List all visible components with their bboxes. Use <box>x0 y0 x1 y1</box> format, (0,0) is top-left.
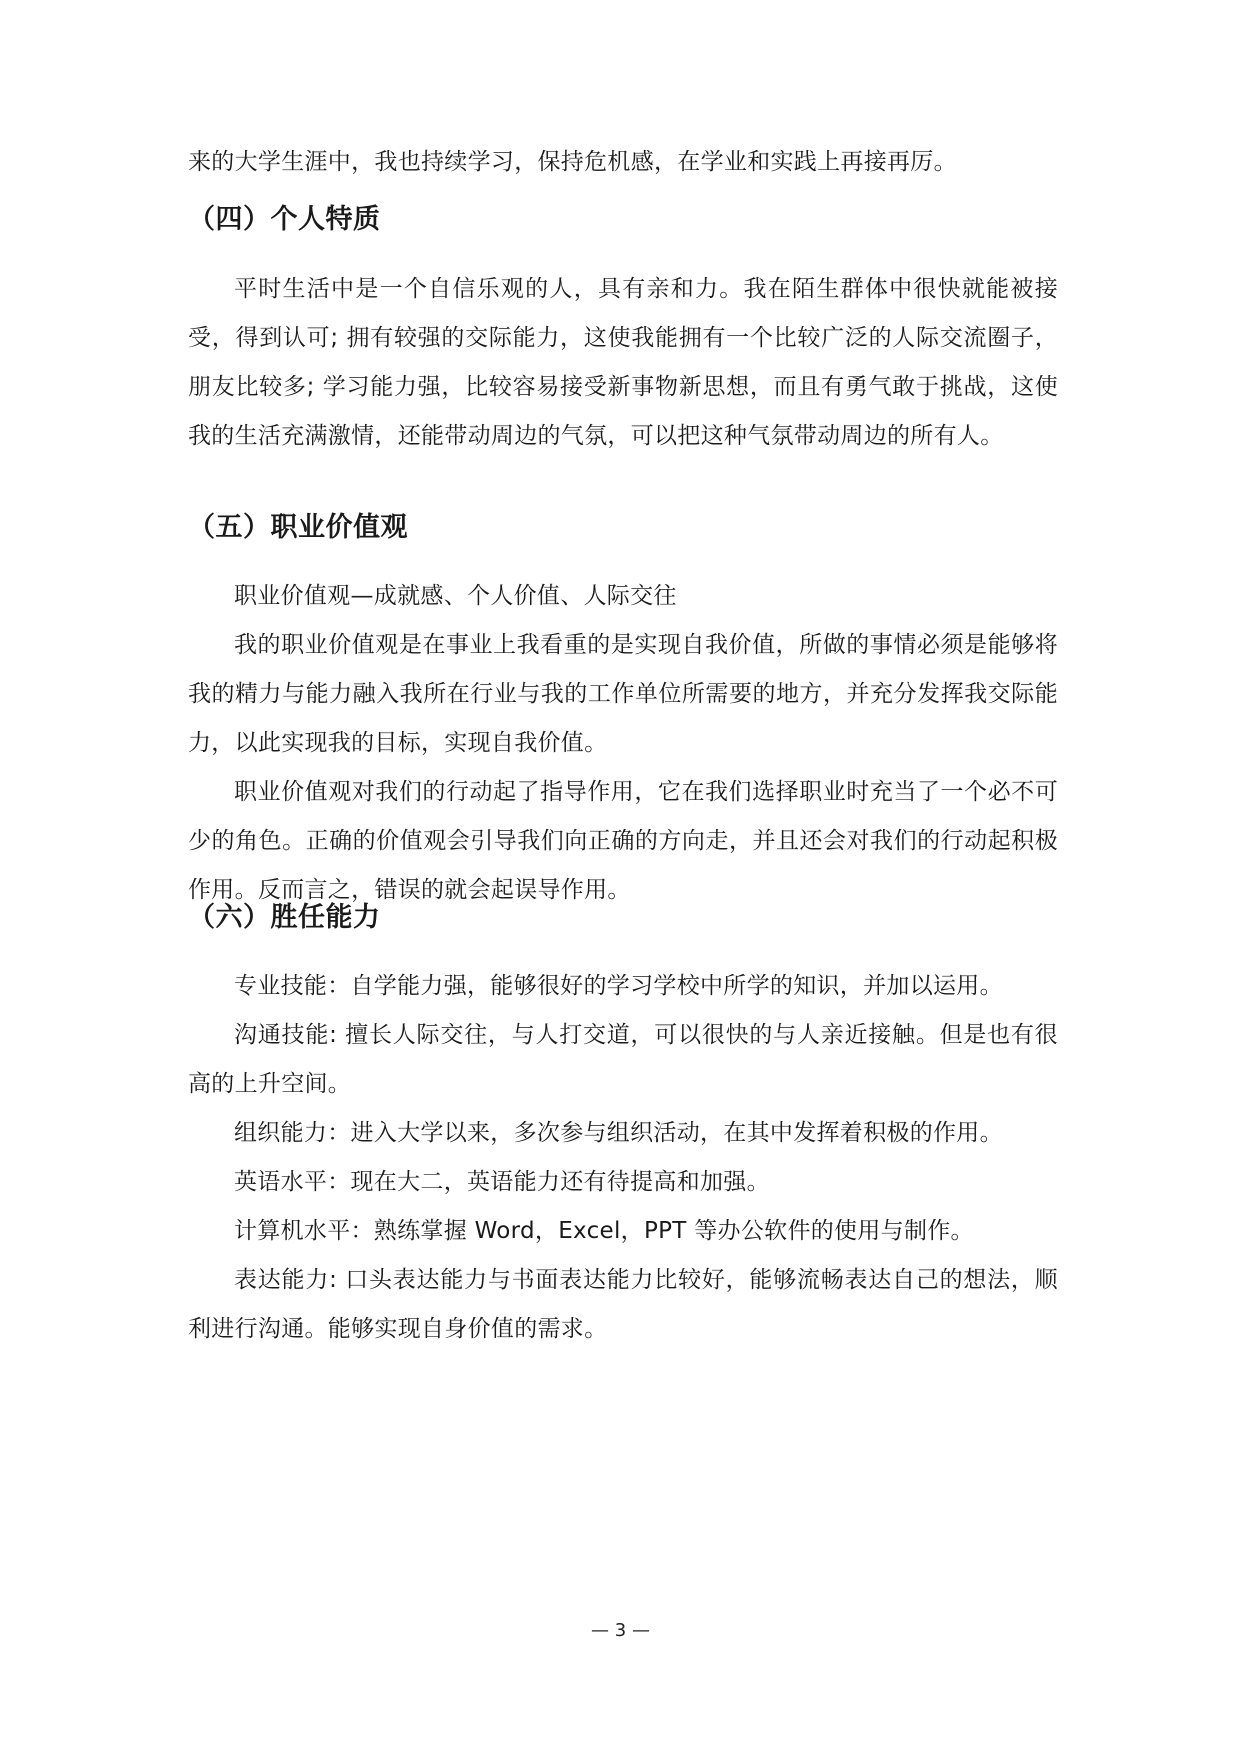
body-paragraph: 职业价值观对我们的行动起了指导作用，它在我们选择职业时充当了一个必不可少的角色。正确的价值观会引导我们向正确的方向走，并且还会对我们的行动起积极作用。反而言之，错误的就会起误导作用。 <box>188 779 1058 903</box>
section-heading: （五）职业价值观 <box>188 512 408 543</box>
carryover-paragraph: 来的大学生涯中，我也持续学习，保持危机感，在学业和实践上再接再厉。 <box>188 149 957 175</box>
section-career-values-body <box>188 572 1058 915</box>
section-competencies-body <box>188 962 1058 1354</box>
section-career-values <box>188 508 1058 548</box>
carryover-paragraph-block <box>188 138 1058 187</box>
body-paragraph: 沟通技能: 擅长人际交往，与人打交道，可以很快的与人亲近接触。但是也有很高的上升空间。 <box>188 1022 1058 1097</box>
body-paragraph: 我的职业价值观是在事业上我看重的是实现自我价值，所做的事情必须是能够将我的精力与能力融入我所在行业与我的工作单位所需要的地方，并充分发挥我交际能力，以此实现我的目标，实现自我价值。 <box>188 632 1058 756</box>
body-paragraph: 专业技能：自学能力强，能够很好的学习学校中所学的知识，并加以运用。 <box>234 973 1003 999</box>
body-paragraph: 职业价值观—成就感、个人价值、人际交往 <box>234 583 677 609</box>
section-heading: （六）胜任能力 <box>188 902 381 933</box>
section-personal-traits-body <box>188 265 1058 461</box>
body-paragraph: 平时生活中是一个自信乐观的人，具有亲和力。我在陌生群体中很快就能被接受，得到认可; 拥有较强的交际能力，这使我能拥有一个比较广泛的人际交流圈子，朋友比较多; 学习能力强，比较容易接受新事物新思想，而且有勇气敢于挑战，这使我的生活充满激情，还能带动周边的气氛，可以把这种气氛带动周边的所有人。 <box>188 276 1058 449</box>
body-paragraph: 组织能力：进入大学以来，多次参与组织活动，在其中发挥着积极的作用。 <box>234 1120 1003 1146</box>
document-page <box>188 0 1058 1754</box>
body-paragraph: 表达能力: 口头表达能力与书面表达能力比较好，能够流畅表达自己的想法，顺利进行沟通。能够实现自身价值的需求。 <box>188 1267 1058 1342</box>
page-number: — 3 — <box>591 1620 650 1641</box>
body-paragraph: 计算机水平：熟练掌握 Word，Excel，PPT 等办公软件的使用与制作。 <box>234 1218 974 1244</box>
section-personal-traits <box>188 200 1058 240</box>
section-heading: （四）个人特质 <box>188 204 381 235</box>
body-paragraph: 英语水平：现在大二，英语能力还有待提高和加强。 <box>234 1169 770 1195</box>
section-competencies <box>188 898 1058 938</box>
